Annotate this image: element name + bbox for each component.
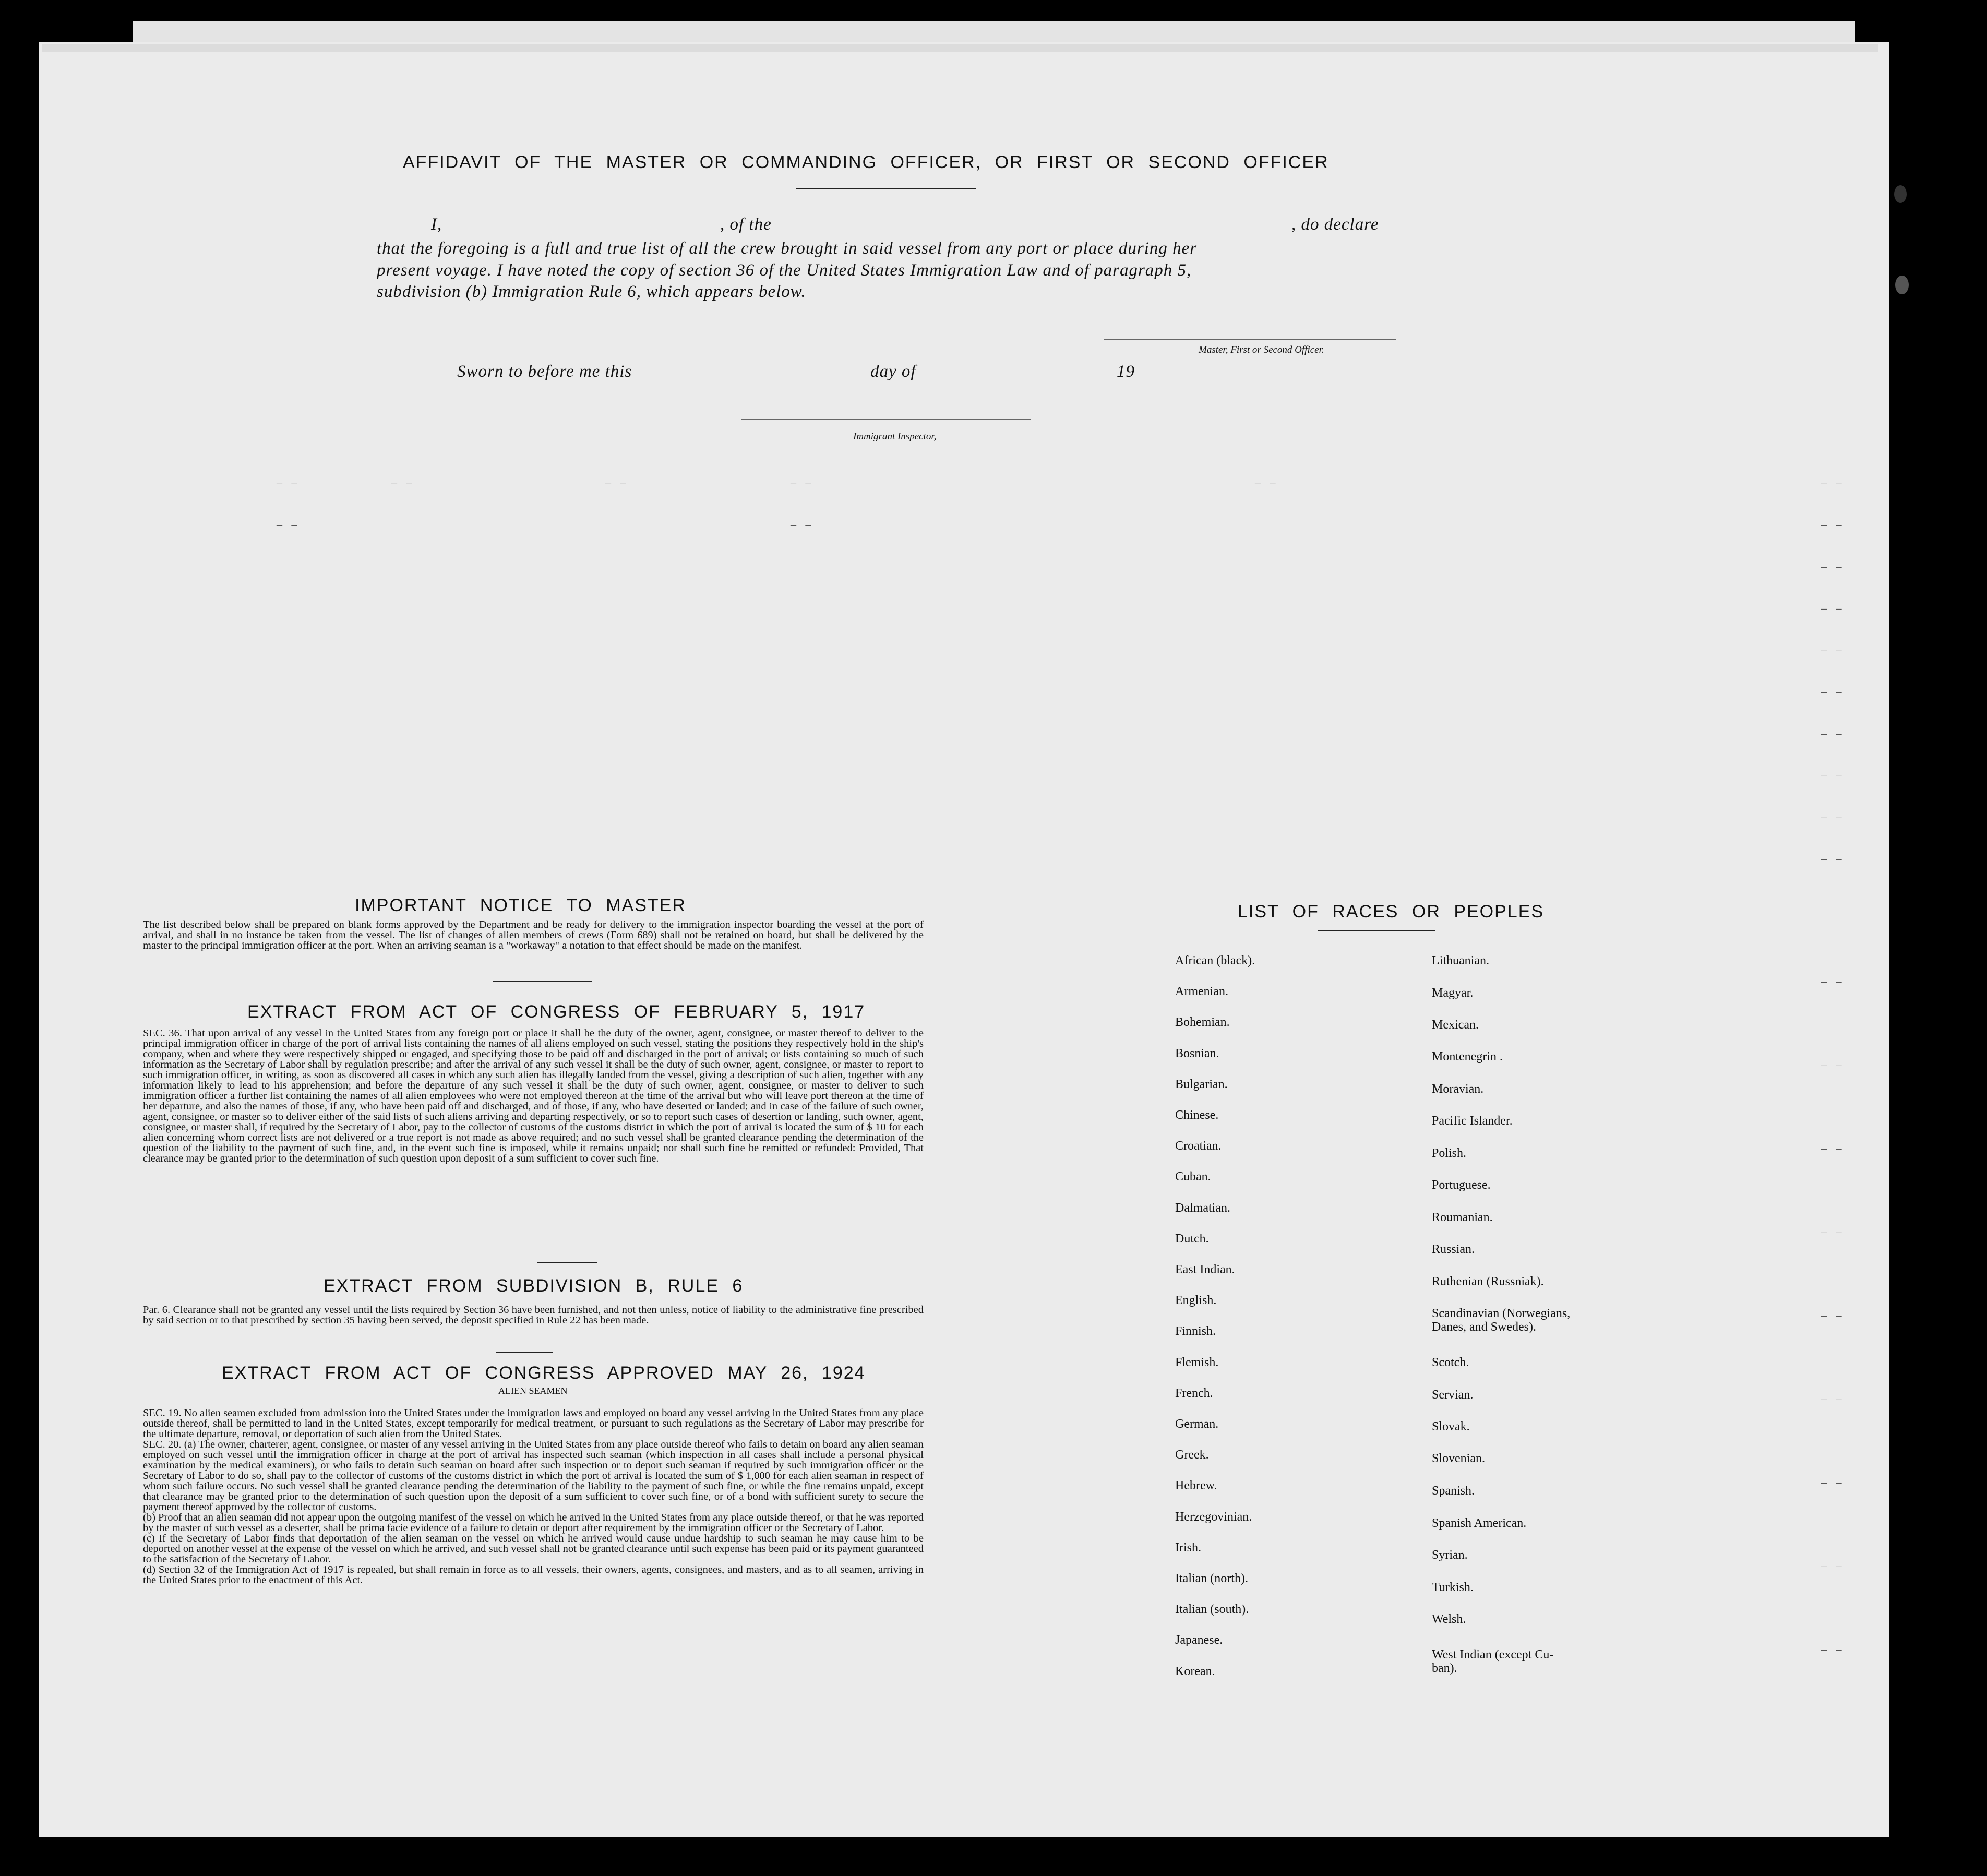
race-item: Montenegrin . <box>1432 1050 1503 1064</box>
notice-divider <box>493 981 592 982</box>
show-through-marks: _ _ <box>791 472 815 485</box>
race-item: Lithuanian. <box>1432 954 1489 967</box>
affidavit-title: AFFIDAVIT OF THE MASTER OR COMMANDING OFFICER, OR FIRST OR SECOND OFFICER <box>403 152 1329 172</box>
show-through-marks: _ _ <box>1821 848 1845 861</box>
race-item: Scandinavian (Norwegians, Danes, and Swedes). <box>1432 1307 1571 1334</box>
affidavit-i: I, <box>431 215 442 234</box>
extract3-text: SEC. 19. No alien seamen excluded from admission into the United States under the immigration laws and employed on board any vessel arriving in the United States from any place outside thereof, shall be permitted to land in the United States, except temporarily for medical treatment, or pursuant to such regulations as the Secretary of Labor may prescribe for the ultimate departure, removal, or deportation of such alien from the United States. SEC. 20. (a) The owner, charterer, agent, consignee, or master of any vessel arriving in the United States from any place outside thereof who fails to detain on board any alien seaman employed on such vessel until the immigration officer in charge at the port of arrival has inspected such seaman (which inspection in all cases shall include a personal physical examination by the medical examiners), or who fails to detain such seaman on board after such inspection or to deport such seaman if required by such immigration officer or the Secretary of Labor to do so, shall pay to the collector of customs of the customs district in which the port of arrival is located the sum of $ 1,000 for each alien seaman in respect of whom such failure occurs. No such vessel shall be granted clearance pending the determination of the liability to the payment of such fine, or while the fine remains unpaid, except that clearance may be granted prior to the determination of such question upon the deposit of a sum sufficient to cover such fine, or of a bond with sufficient surety to secure the payment thereof approved by the collector of customs. (b) Proof that an alien seaman did not appear upon the outgoing manifest of the vessel on which he arrived in the United States from any place outside thereof, or that he was reported by the master of such vessel as a deserter, shall be prima facie evidence of a failure to detain or deport after requirement by the immigration officer or the Secretary of Labor. (c) If the Secretary of Labor finds that deportation of the alien seaman on the vessel on which he arrived would cause undue hardship to such seaman he may cause him to be deported on another vessel at the expense of the vessel on which he arrived, and such vessel shall not be granted clearance until such expense has been paid or its payment guaranteed to the satisfaction of the Secretary of Labor. (d) Section 32 of the Immigration Act of 1917 is repealed, but shall remain in force as to all vessels, their owners, agents, consignees, and masters, and as to all seamen, arriving in the United States prior to the enactment of this Act. <box>143 1407 924 1586</box>
race-item: Ruthenian (Russniak). <box>1432 1275 1544 1288</box>
races-underline <box>1318 930 1435 931</box>
race-item: East Indian. <box>1175 1263 1235 1276</box>
race-item: Japanese. <box>1175 1633 1223 1647</box>
race-item: Croatian. <box>1175 1139 1222 1153</box>
show-through-marks: _ _ <box>1821 1054 1845 1067</box>
notice-text: The list described below shall be prepared on blank forms approved by the Department and be ready for delivery to the immigration inspector boarding the vessel at the port of arrival, and shall in no instance be taken from the vessel. The list of changes of alien members of crews (Form 689) shall not be retained on board, but shall be delivered by the master to the principal immigration officer at the port. When an arriving seaman is a "workaway" a notation to that effect should be made on the manifest. <box>143 919 924 951</box>
inspector-signature-line <box>741 419 1031 420</box>
show-through-marks: _ _ <box>1821 598 1845 611</box>
show-through-marks: _ _ <box>1821 1305 1845 1318</box>
race-item: Welsh. <box>1432 1612 1466 1626</box>
race-item: West Indian (except Cu- ban). <box>1432 1648 1554 1675</box>
race-item: Bosnian. <box>1175 1046 1219 1060</box>
show-through-marks: _ _ <box>605 472 629 485</box>
race-item: Greek. <box>1175 1448 1209 1462</box>
show-through-marks: _ _ <box>1821 764 1845 778</box>
show-through-marks: _ _ <box>1821 971 1845 984</box>
race-item: Hebrew. <box>1175 1479 1217 1493</box>
race-item: Armenian. <box>1175 985 1228 999</box>
race-item: Finnish. <box>1175 1324 1216 1339</box>
race-item: Turkish. <box>1432 1581 1474 1594</box>
race-item: Slovak. <box>1432 1420 1470 1433</box>
race-item: Scotch. <box>1432 1356 1469 1369</box>
race-item: Moravian. <box>1432 1082 1484 1096</box>
show-through-marks: _ _ <box>1821 1472 1845 1485</box>
race-item: Bohemian. <box>1175 1015 1230 1030</box>
race-item: African (black). <box>1175 954 1255 967</box>
title-underline <box>796 188 976 189</box>
races-title: LIST OF RACES OR PEOPLES <box>1238 902 1545 922</box>
race-item: Pacific Islander. <box>1432 1114 1513 1128</box>
extract3-subtitle: ALIEN SEAMEN <box>498 1385 568 1396</box>
race-item: German. <box>1175 1417 1219 1431</box>
race-item: Chinese. <box>1175 1108 1219 1122</box>
race-item: Slovenian. <box>1432 1452 1485 1465</box>
binder-hole <box>1908 1649 1930 1671</box>
race-item: Mexican. <box>1432 1018 1479 1032</box>
race-item: Dutch. <box>1175 1232 1209 1246</box>
binder-hole <box>1908 1566 1930 1587</box>
binder-hole <box>1899 360 1913 381</box>
show-through-marks: _ _ <box>1821 1555 1845 1568</box>
extract1-text: SEC. 36. That upon arrival of any vessel in the United States from any foreign port or place it shall be the duty of the owner, agent, consignee, or master thereof to deliver to the principal immigration officer in charge of the port of arrival lists containing the names of all aliens employed on such vessel, stating the positions they respectively hold in the ship's company, when and where they were respectively shipped or engaged, and specifying those to be paid off and discharged in the port of arrival; or lists containing so much of such information as the Secretary of Labor shall by regulation prescribe; and after the arrival of any such vessel it shall be the duty of such owner, agent, consignee, or master to report to such immigration officer, in writing, as soon as discovered all cases in which any such alien has illegally landed from the vessel, giving a description of such alien, together with any information likely to lead to his apprehension; and before the departure of any such vessel it shall be the duty of such owner, agent, consignee, or master to deliver to such immigration officer a further list containing the names of all alien employees who were not employed thereon at the time of the arrival but who will leave port thereon at the time of her departure, and also the names of those, if any, who have been paid off and discharged, and of those, if any, who have deserted or landed; and in case of the failure of such owner, agent, consignee, or master so to deliver either of the said lists of such aliens arriving and departing respectively, or so to report such cases of desertion or landing, such owner, agent, consignee, or master shall, if required by the Secretary of Labor, pay to the collector of customs of the customs district in which the port of arrival is located the sum of $ 10 for each alien concerning whom correct lists are not delivered or a true report is not made as above required; and no such vessel shall be granted clearance pending the determination of the question of the liability to the payment of such fine, and, in the event such fine is imposed, while it remains unpaid; nor shall such fine be remitted or refunded: Provided, That clearance may be granted prior to the determination of such question upon deposit of a sum sufficient to cover such fine. <box>143 1027 924 1164</box>
notice-title: IMPORTANT NOTICE TO MASTER <box>355 895 686 915</box>
race-item: Flemish. <box>1175 1355 1219 1369</box>
race-item: Dalmatian. <box>1175 1201 1230 1215</box>
master-signature-line <box>1104 339 1396 340</box>
show-through-marks: _ _ <box>1821 472 1845 485</box>
show-through-marks: _ _ <box>1821 1388 1845 1401</box>
race-item: Korean. <box>1175 1664 1215 1678</box>
inspector-label: Immigrant Inspector, <box>853 431 937 442</box>
show-through-marks: _ _ <box>1821 723 1845 736</box>
show-through-marks: _ _ <box>791 514 815 527</box>
extract2-title: EXTRACT FROM SUBDIVISION B, RULE 6 <box>324 1276 744 1296</box>
race-item: Portuguese. <box>1432 1178 1491 1192</box>
binder-hole <box>1894 185 1907 203</box>
show-through-marks: _ _ <box>277 514 301 527</box>
binder-hole <box>1908 707 1930 729</box>
sworn-text-b: day of <box>870 362 916 381</box>
binder-hole <box>1889 112 1909 132</box>
show-through-marks: _ _ <box>1821 639 1845 652</box>
race-item: Magyar. <box>1432 986 1474 1000</box>
race-item: Servian. <box>1432 1388 1474 1402</box>
affidavit-line2: that the foregoing is a full and true list of all the crew brought in said vessel from any port or place during her <box>377 239 1198 258</box>
race-item: Cuban. <box>1175 1170 1211 1184</box>
binder-hole <box>1908 1297 1930 1319</box>
binder-hole <box>1908 624 1930 646</box>
race-item: Spanish. <box>1432 1484 1475 1498</box>
race-item: Herzegovinian. <box>1175 1510 1252 1524</box>
affidavit-of-the: , of the <box>720 215 772 234</box>
race-item: French. <box>1175 1386 1213 1400</box>
sheet-top-edge <box>42 44 1878 52</box>
master-label: Master, First or Second Officer. <box>1199 344 1324 355</box>
sworn-text-a: Sworn to before me this <box>457 362 632 381</box>
race-item: Spanish American. <box>1432 1516 1527 1530</box>
race-item: English. <box>1175 1294 1217 1308</box>
sworn-text-c: 19 <box>1117 362 1135 381</box>
race-item: Polish. <box>1432 1146 1467 1160</box>
extract3-title: EXTRACT FROM ACT OF CONGRESS APPROVED MAY 26, 1924 <box>222 1363 866 1383</box>
show-through-marks: _ _ <box>1821 681 1845 694</box>
show-through-marks: _ _ <box>1821 806 1845 819</box>
race-item: Irish. <box>1175 1540 1201 1555</box>
affidavit-line4: subdivision (b) Immigration Rule 6, which appears below. <box>377 282 806 301</box>
binder-hole <box>1895 276 1909 294</box>
show-through-marks: _ _ <box>1821 1221 1845 1234</box>
extract2-text: Par. 6. Clearance shall not be granted any vessel until the lists required by Section 36 have been furnished, and not then unless, notice of liability to the administrative fine prescribed by said section or to that prescribed by section 35 having been served, the deposit specified in Rule 22 has been made. <box>143 1304 924 1326</box>
show-through-marks: _ _ <box>1821 1138 1845 1151</box>
show-through-marks: _ _ <box>1821 556 1845 569</box>
show-through-marks: _ _ <box>1255 472 1279 485</box>
extract1-divider <box>537 1262 597 1263</box>
show-through-marks: _ _ <box>1821 514 1845 527</box>
race-item: Syrian. <box>1432 1548 1468 1562</box>
show-through-marks: _ _ <box>277 472 301 485</box>
race-item: Bulgarian. <box>1175 1077 1228 1091</box>
extract1-title: EXTRACT FROM ACT OF CONGRESS OF FEBRUARY 5, 1917 <box>247 1002 866 1022</box>
show-through-marks: _ _ <box>391 472 415 485</box>
binder-hole <box>1908 1212 1930 1234</box>
affidavit-line3: present voyage. I have noted the copy of section 36 of the United States Immigration Law and of paragraph 5, <box>377 261 1192 280</box>
extract2-divider <box>496 1352 553 1353</box>
race-item: Roumanian. <box>1432 1211 1493 1224</box>
show-through-marks: _ _ <box>1821 1639 1845 1652</box>
race-item: Russian. <box>1432 1242 1475 1256</box>
race-item: Italian (north). <box>1175 1572 1248 1585</box>
race-item: Italian (south). <box>1175 1603 1249 1617</box>
affidavit-declare: , do declare <box>1291 215 1379 234</box>
